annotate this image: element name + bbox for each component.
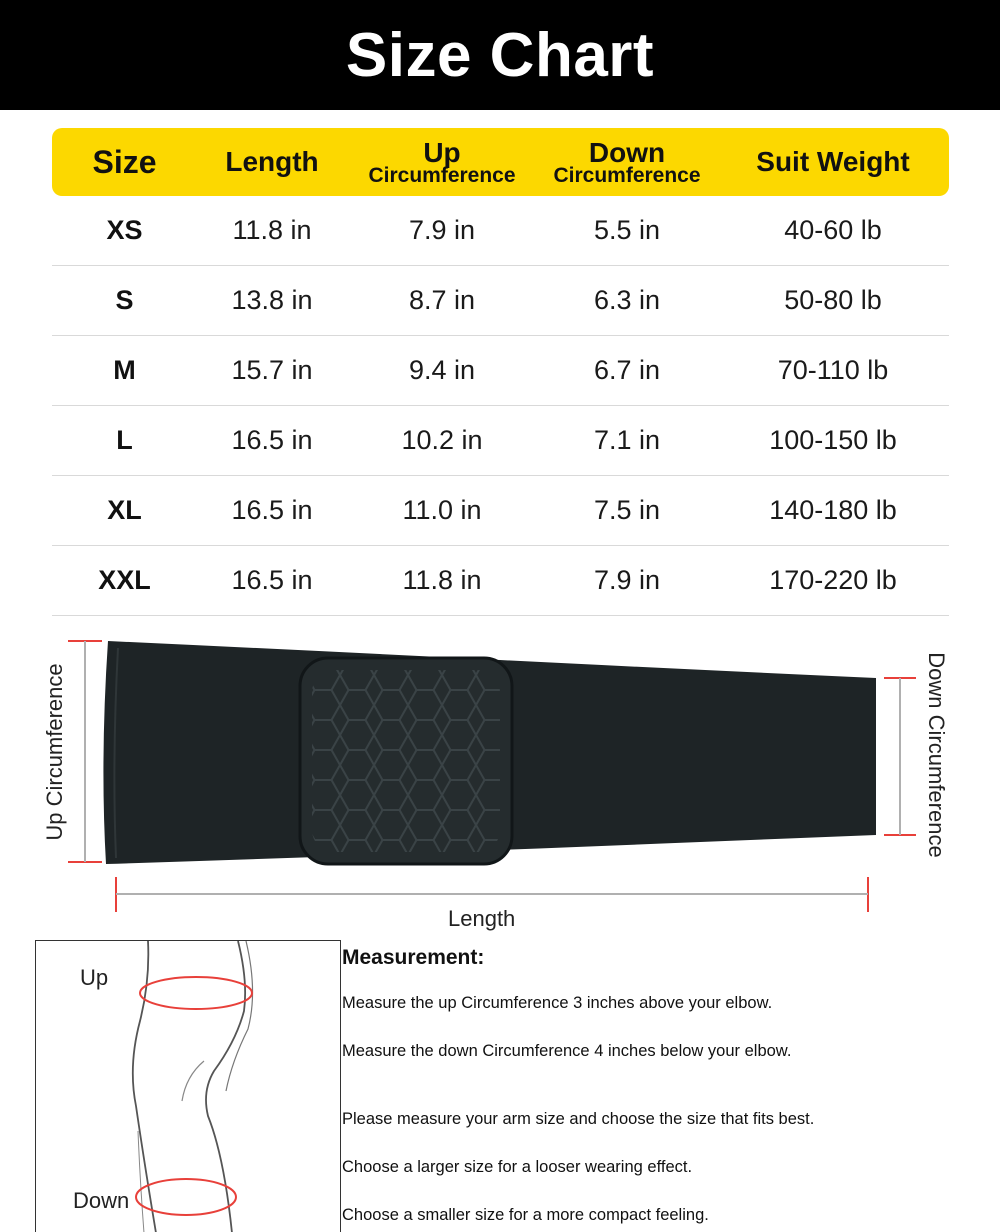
cell-size: L xyxy=(116,425,133,455)
cell-up: 11.0 in xyxy=(402,495,482,525)
cell-weight: 100-150 lb xyxy=(769,425,897,455)
up-measure-ring xyxy=(140,977,252,1009)
length-label: Length xyxy=(448,906,516,931)
size-table xyxy=(52,128,949,616)
header-suit-weight: Suit Weight xyxy=(756,146,910,177)
cell-size: XXL xyxy=(98,565,151,595)
cell-up: 7.9 in xyxy=(408,215,476,245)
cell-down: 7.9 in xyxy=(593,565,661,595)
cell-down: 7.1 in xyxy=(593,425,661,455)
cell-size: M xyxy=(113,355,136,385)
cell-weight: 50-80 lb xyxy=(784,285,882,315)
header-down-circumference xyxy=(537,136,717,187)
down-measure-ring xyxy=(136,1179,236,1215)
table-header xyxy=(52,128,949,196)
header-up-bottom: Circumference xyxy=(368,163,516,187)
measurement-line: Measure the down Circumference 4 inches below your elbow. xyxy=(342,1042,792,1060)
header-down-top: Down xyxy=(588,136,666,168)
cell-down: 7.5 in xyxy=(593,495,661,525)
cell-size: XL xyxy=(107,495,142,525)
illustration-up-label: Up xyxy=(80,965,109,990)
cell-length: 16.5 in xyxy=(231,495,313,525)
measurement-section xyxy=(342,946,982,1224)
title-banner xyxy=(0,0,1000,110)
page-title: Size Chart xyxy=(345,20,655,90)
cell-weight: 40-60 lb xyxy=(784,215,882,245)
up-circumference-label: Up Circumference xyxy=(42,663,67,841)
cell-weight: 170-220 lb xyxy=(769,565,897,595)
header-size: Size xyxy=(92,143,157,180)
header-up-top: Up xyxy=(423,136,461,168)
cell-up: 9.4 in xyxy=(408,355,476,385)
cell-length: 13.8 in xyxy=(231,285,313,315)
cell-up: 11.8 in xyxy=(402,565,482,595)
cell-length: 16.5 in xyxy=(231,425,313,455)
cell-weight: 140-180 lb xyxy=(769,495,897,525)
cell-weight: 70-110 lb xyxy=(777,355,889,385)
table-row xyxy=(52,336,949,406)
table-row xyxy=(52,546,949,616)
sleeve-diagram xyxy=(0,620,1000,930)
measurement-line: Please measure your arm size and choose the size that fits best. xyxy=(342,1110,815,1128)
table-row xyxy=(52,196,949,266)
cell-size: XS xyxy=(106,215,143,245)
cell-length: 11.8 in xyxy=(232,215,312,245)
measurement-line: Choose a smaller size for a more compact feeling. xyxy=(342,1206,709,1224)
illustration-down-label: Down xyxy=(73,1188,130,1213)
cell-length: 15.7 in xyxy=(231,355,313,385)
cell-length: 16.5 in xyxy=(231,565,313,595)
honeycomb-pad xyxy=(300,658,512,864)
measurement-heading: Measurement: xyxy=(342,946,485,969)
cell-down: 6.7 in xyxy=(593,355,661,385)
header-length: Length xyxy=(225,146,319,177)
cell-down: 5.5 in xyxy=(593,215,661,245)
table-row xyxy=(52,406,949,476)
table-row xyxy=(52,476,949,546)
cell-size: S xyxy=(115,285,134,315)
cell-up: 10.2 in xyxy=(401,425,483,455)
measurement-line: Choose a larger size for a looser wearing effect. xyxy=(342,1158,693,1176)
cell-down: 6.3 in xyxy=(593,285,661,315)
measurement-line: Measure the up Circumference 3 inches above your elbow. xyxy=(342,994,773,1012)
table-row xyxy=(52,266,949,336)
cell-up: 8.7 in xyxy=(408,285,476,315)
down-circumference-label: Down Circumference xyxy=(924,652,949,858)
header-down-bottom: Circumference xyxy=(553,163,701,187)
header-up-circumference xyxy=(347,136,537,187)
